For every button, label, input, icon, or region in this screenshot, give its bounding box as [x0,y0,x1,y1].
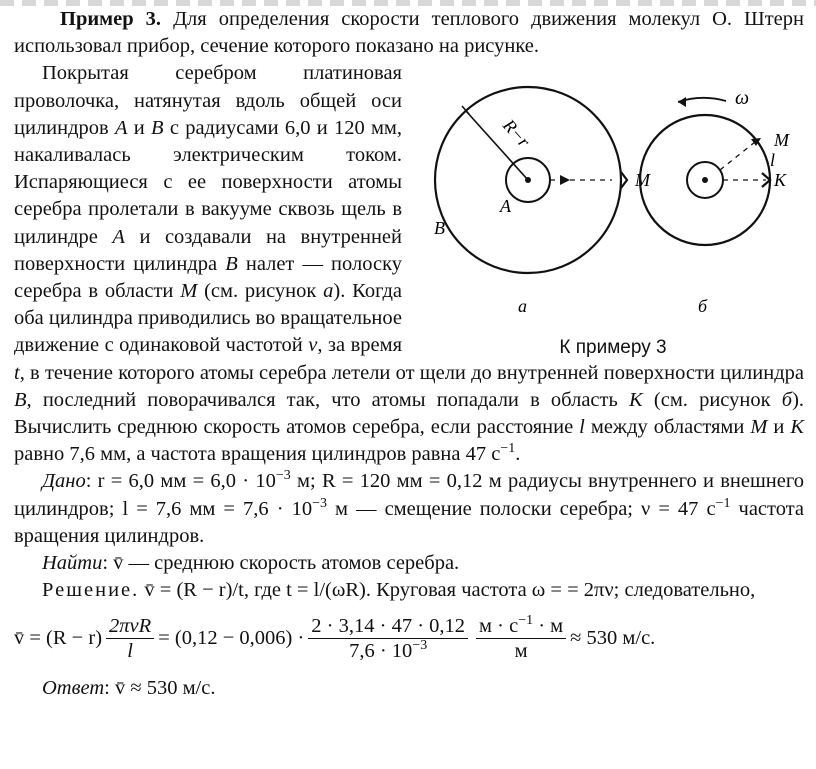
label-omega: ω [735,87,750,110]
fraction-numeric: $\frac{2 \cdot 3,14 \cdot 47 \cdot 0,12}{7,6 \cdot 10^{-3}}$ [308,614,468,663]
figure-caption: К примеру 3 [559,337,667,359]
problem-paragraph: Покрытая серебром платиновая проволочка, натянутая вдоль общей оси цилиндров A и B с радиусами 6,0 и 120 мм, накаливалась электрическим током. Испаряющиеся с ее поверхности атомы серебра пролетали в вакууме сквозь щель в цилиндре A и создавали на внутренней поверхности цилиндра B налет — полоску серебра в области M (см. рисунок а). Когда оба цилиндра приводились во вращательное движение с одинаковой частотой ν, за время t, в течение которого атомы серебра летели от щели до внутренней поверхности цилиндра B, последний поворачивался так, что атомы попадали в область K (см. рисунок б). Вычислить среднюю скорость атомов серебра, если расстояние l между областями M и K равно 7,6 мм, а частота вращения цилиндров равна 47 $с^{-1}$. [14,62,805,466]
find-paragraph: Найти: v̄ — среднюю скорость атомов серебра. [42,552,460,575]
given-label: Дано [42,470,86,493]
slit-direction-b [720,142,755,170]
answer-label: Ответ [42,677,105,700]
given-paragraph: Дано: r = 6,0 мм = $6,0 \cdot 10^{-3}$ м; R = 120 мм = 0,12 м радиусы внутреннего и внешнего цилиндров; l = 7,6 мм = $7,6 \cdot 10^{-3}$ м — смещение полоски серебра; ν = 47 $с^{-1}$ частота вращения цилиндров. [14,468,805,547]
trajectory-arrow-a [560,175,570,185]
document-page [14,6,804,703]
label-l: l [770,150,776,171]
wire-dot-b [702,177,708,183]
label-m-b: M [774,130,789,151]
fraction-2pinuR-over-l: $\frac{\text{2πνR}}{l}$ [106,614,154,663]
answer-paragraph: Ответ: v̄ ≈ 530 м/с. [42,677,216,700]
example-heading: Пример 3. [60,8,162,30]
rotation-arrow [678,97,686,107]
intro-paragraph [14,6,804,60]
label-a: A [500,196,511,217]
find-label: Найти [42,552,103,575]
label-m-a: M [635,170,650,191]
solution-paragraph: Решение. v̄ = (R − r)/t, где t = l/(ωR). Круговая частота ω = = 2πν; следовательно, [42,579,756,602]
figure-stern-experiment [422,62,804,359]
label-k: K [774,170,787,191]
solution-label: Решение. [42,579,140,602]
subfigure-a-label: а [518,296,527,317]
fraction-units: $\frac{м \cdot с^{-1} \cdot м}{м}$ [476,614,566,663]
figure-diagram [422,62,804,332]
intro-text: Для определения скорости теплового движения молекул О. Штерн использовал прибор, сечение которого показано на рисунке. [14,8,805,58]
subfigure-b-label: б [698,296,708,317]
label-r-minus-r: R−r [499,115,535,152]
main-formula: v̄ = (R − r) $\frac{\text{2πνR}}{l}$ = (0,12 − 0,006) · $\frac{2 \cdot 3,14 \cdot 47 \cdot 0,12}{7,6 \cdot 10^{-3}}$ $\frac{м \cdot с^{-1} \cdot м}{м}$ ≈ 530 м/с. [14,613,656,663]
label-b: B [434,218,445,239]
